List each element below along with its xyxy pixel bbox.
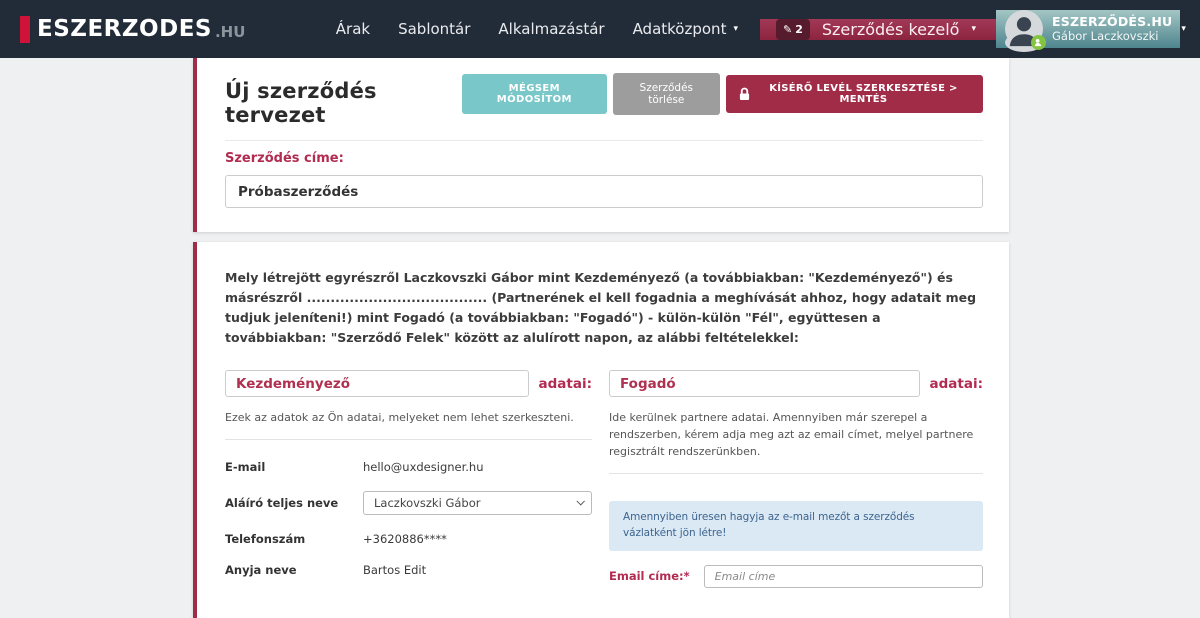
contract-title-label: Szerződés címe: [225, 151, 344, 166]
top-navbar [0, 0, 1200, 58]
user-name: Gábor Laczkovszki [1052, 28, 1159, 43]
action-buttons [462, 73, 983, 115]
draft-info-alert: Amennyiben üresen hagyja az e-mail mezőt a szerződés vázlatként jön létre! [609, 501, 983, 551]
field-label: E-mail [225, 460, 266, 475]
user-info [1052, 15, 1172, 43]
initiator-role-row [225, 370, 592, 397]
delete-contract-button[interactable]: Szerződés törlése [613, 73, 720, 115]
user-status-icon [1031, 35, 1046, 50]
brand-mark-icon [20, 16, 30, 43]
initiator-suffix: adatai: [538, 375, 592, 392]
contract-title-input[interactable] [225, 175, 983, 208]
brand-name: ESZERZODES [37, 16, 212, 42]
initiator-divider [225, 439, 592, 440]
edit-document-icon: ✎ [782, 22, 793, 36]
receiver-divider [609, 473, 983, 474]
field-value: +3620886**** [363, 532, 447, 547]
nav-item-alkalmazastar[interactable]: Alkalmazástár [498, 20, 605, 38]
chevron-down-icon: ▾ [1181, 23, 1186, 34]
lock-icon [739, 87, 750, 101]
contract-intro-text: Mely létrejött egyrészről Laczkovszki Gábor mint Kezdeményező (a továbbiakban: "Kezdeményező") és másrészről ...................................... (Partnerének el kell fogadnia a meghívását ahhoz, hogy adatait meg tudjuk jeleníteni!) mint Fogadó (a továbbiakban: "Fogadó") - külön-külön "Fél", együttesen a továbbiakban: "Szerződő Felek" között az alulírott napon, az alábbi feltételekkel: [225, 270, 977, 345]
title-row [225, 73, 983, 127]
nav-item-arak[interactable]: Árak [335, 20, 371, 38]
contract-manager-label: Szerződés kezelő [821, 19, 960, 39]
field-row-email [225, 460, 592, 474]
receiver-role-row [609, 370, 983, 397]
nav-item-adatkozpont[interactable]: Adatközpont ▾ [632, 20, 738, 38]
initiator-column [225, 370, 592, 594]
initiator-description: Ezek az adatok az Ön adatai, melyeket nem lehet szerkeszteni. [225, 411, 574, 424]
field-label: Telefonszám [225, 532, 306, 547]
contract-body-card [193, 242, 1009, 618]
field-label: Aláíró teljes neve [225, 496, 339, 511]
main-nav [322, 0, 1200, 58]
contract-count-badge [776, 19, 810, 40]
contract-header-card [193, 58, 1009, 232]
signer-name-select[interactable] [363, 491, 592, 515]
field-value: hello@uxdesigner.hu [363, 460, 484, 475]
signer-select-wrap [363, 491, 592, 515]
field-row-signer-name [225, 491, 592, 515]
chevron-down-icon: ▾ [733, 23, 738, 34]
chevron-down-icon: ▾ [971, 23, 976, 34]
receiver-suffix: adatai: [929, 375, 983, 392]
receiver-role-input[interactable] [609, 370, 920, 397]
brand-logo[interactable] [0, 0, 245, 58]
brand-tld: .HU [214, 23, 246, 41]
receiver-email-label: Email címe:* [609, 569, 690, 584]
field-label: Anyja neve [225, 563, 297, 578]
contract-count: 2 [795, 22, 803, 36]
page-title: Új szerződés tervezet [225, 79, 377, 127]
receiver-email-row [609, 565, 983, 588]
avatar [1005, 10, 1043, 48]
receiver-email-input[interactable] [704, 565, 983, 588]
cancel-edit-button[interactable]: MÉGSEM MÓDOSÍTOM [462, 74, 607, 114]
main-content [193, 58, 1009, 618]
user-org: ESZERZŐDÉS.HU [1052, 14, 1173, 30]
field-row-mother-name [225, 563, 592, 577]
user-account-menu[interactable] [996, 10, 1186, 48]
nav-item-sablontar[interactable]: Sablontár [398, 20, 471, 38]
receiver-column [609, 370, 983, 594]
initiator-role-input[interactable] [225, 370, 529, 397]
contract-manager-menu[interactable] [760, 19, 996, 40]
header-divider [225, 140, 983, 141]
save-cover-letter-button[interactable]: KÍSÉRŐ LEVÉL SZERKESZTÉSE > MENTÉS [726, 75, 983, 113]
receiver-description: Ide kerülnek partnere adatai. Amennyiben már szerepel a rendszerben, kérem adja meg azt az email címet, melyel partnere regisztrált rendszerünkben. [609, 411, 974, 459]
field-value: Bartos Edit [363, 563, 427, 578]
initiator-fields [225, 460, 592, 577]
party-columns [225, 370, 983, 594]
field-row-phone [225, 532, 592, 546]
